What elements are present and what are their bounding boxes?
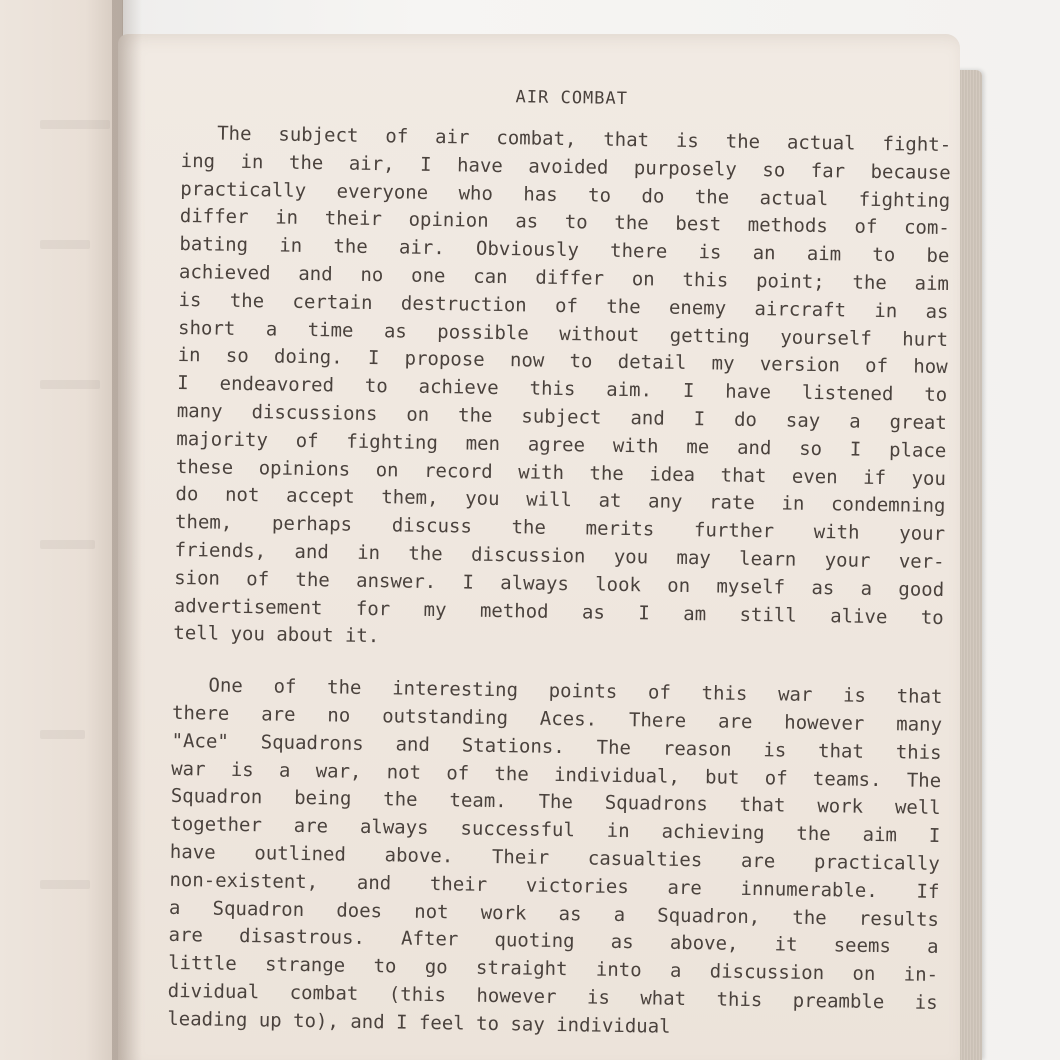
bleed-through-mark xyxy=(40,730,85,739)
paragraph-2 xyxy=(167,672,943,1045)
bleed-through-mark xyxy=(40,540,95,549)
text-line: Squadron being the team. The Squadrons that work well xyxy=(170,785,941,820)
text-line: is the certain destruction of the enemy aircraft in as xyxy=(178,288,949,323)
text-line: little strange to go straight into a discussion on in- xyxy=(167,952,939,987)
paragraph-1 xyxy=(173,120,951,660)
text-line: practically everyone who has to do the actual fighting xyxy=(180,177,951,212)
text-line: short a time as possible without getting yourself hurt xyxy=(177,316,949,351)
left-facing-page xyxy=(0,0,123,1060)
text-line: these opinions on record with the idea that even if you xyxy=(175,455,947,490)
bleed-through-mark xyxy=(40,240,90,249)
text-line: The subject of air combat, that is the actual fight- xyxy=(217,122,952,157)
text-line: have outlined above. Their casualties are practically xyxy=(169,840,940,875)
text-line: a Squadron does not work as a Squadron, the results xyxy=(168,896,940,931)
text-line: non-existent, and their victories are innumerable. If xyxy=(169,868,940,903)
text-line: achieved and no one can differ on this point; the aim xyxy=(178,260,950,296)
text-line: friends, and in the discussion you may learn your ver- xyxy=(174,538,945,573)
text-line: war is a war, not of the individual, but of teams. The xyxy=(171,757,942,792)
text-line: majority of fighting men agree with me and so I place xyxy=(176,427,947,462)
text-line: differ in their opinion as to the best methods of com- xyxy=(179,205,950,240)
text-line: in so doing. I propose now to detail my version of how xyxy=(177,344,948,379)
text-line: "Ace" Squadrons and Stations. The reason is that this xyxy=(171,729,942,764)
text-line: I endeavored to achieve this aim. I have listened to xyxy=(177,372,948,407)
bleed-through-mark xyxy=(40,880,90,889)
page-body xyxy=(167,82,952,1045)
text-line: One of the interesting points of this war is that xyxy=(208,674,943,709)
text-line: are disastrous. After quoting as above, it seems a xyxy=(168,924,939,959)
text-line: do not accept them, you will at any rate in condemning xyxy=(175,483,946,518)
bleed-through-mark xyxy=(40,380,100,389)
text-line: ing in the air, I have avoided purposely so far because xyxy=(180,149,951,184)
text-line: dividual combat (this however is what this preamble is xyxy=(167,979,938,1014)
text-line: there are no outstanding Aces. There are however many xyxy=(171,701,943,736)
text-line: together are always successful in achieving the aim I xyxy=(170,813,941,848)
text-line: tell you about it. xyxy=(173,622,380,648)
text-line: leading up to), and I feel to say individual xyxy=(167,1007,671,1038)
text-line: many discussions on the subject and I do say a great xyxy=(176,399,947,435)
text-line: bating in the air. Obviously there is an aim to be xyxy=(179,233,950,268)
text-line: advertisement for my method as I am still alive to xyxy=(173,594,944,629)
chapter-title: AIR COMBAT xyxy=(515,87,629,110)
book-page xyxy=(118,34,960,1060)
text-line: sion of the answer. I always look on myself as a good xyxy=(174,566,945,601)
text-line: them, perhaps discuss the merits further with your xyxy=(174,511,946,546)
bleed-through-mark xyxy=(40,120,110,129)
